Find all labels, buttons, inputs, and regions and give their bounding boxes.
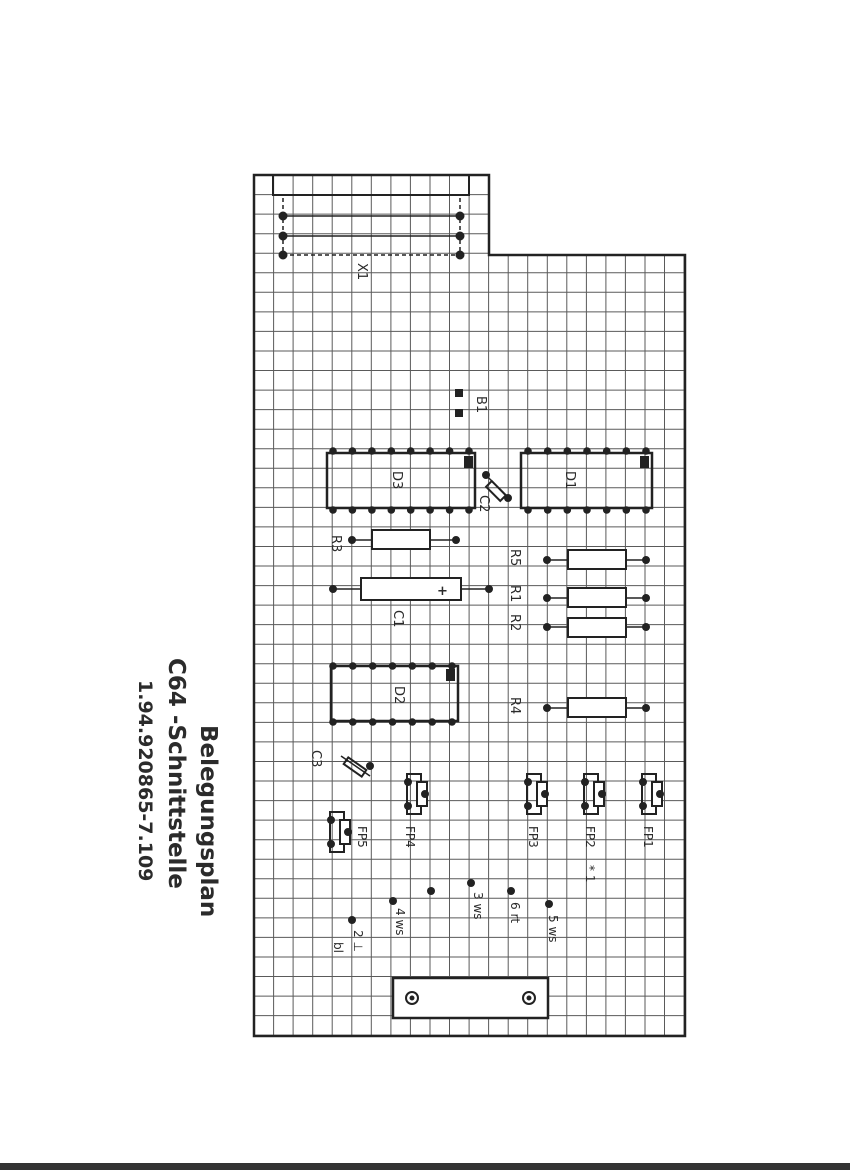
- capacitor-c1: [330, 578, 493, 600]
- ic-pin: [409, 662, 417, 670]
- resistor-r4: [544, 698, 650, 717]
- ic-pin: [544, 447, 552, 455]
- bridge-b1: [455, 389, 463, 417]
- ic-pin: [368, 506, 376, 514]
- label-r1: R1: [507, 585, 522, 603]
- ic-pin: [446, 447, 454, 455]
- label-r4: R4: [507, 697, 522, 715]
- label-fp5: FP5: [355, 826, 369, 848]
- ic-pin: [389, 718, 397, 726]
- label-fp2-marker: * 1: [583, 865, 597, 883]
- label-x1: X1: [354, 263, 369, 281]
- ic-pin: [388, 506, 396, 514]
- trimmers: [328, 774, 664, 852]
- ic-pin: [329, 718, 337, 726]
- ic-pin: [407, 447, 415, 455]
- ic-pin: [349, 662, 357, 670]
- ic-pin: [448, 662, 456, 670]
- ic-pin: [426, 506, 434, 514]
- ic-pin: [329, 506, 337, 514]
- label-wire-3: 3 ws: [471, 892, 485, 920]
- label-wire-2-colour: bl: [331, 942, 345, 953]
- label-b1: B1: [473, 396, 488, 414]
- ic-pin: [428, 718, 436, 726]
- title-line-3: 1.94.920865-7.109: [134, 680, 156, 882]
- ic-pin: [642, 447, 650, 455]
- ic-pin: [642, 506, 650, 514]
- title-line-2: C64 -Schnittstelle: [163, 658, 189, 889]
- label-r5: R5: [507, 549, 522, 567]
- trimmer-fp4: [405, 774, 429, 814]
- capacitor-c3: [341, 756, 374, 777]
- label-d3: D3: [389, 471, 404, 490]
- ic-pin: [524, 447, 532, 455]
- ic-pin: [465, 447, 473, 455]
- ic-pin: [465, 506, 473, 514]
- resistor-r1: [544, 588, 650, 607]
- label-wire-6: 6 rt: [508, 902, 522, 924]
- label-c1-polarity: +: [437, 584, 448, 599]
- label-c2: C2: [476, 495, 491, 513]
- label-wire-4: 4 ws: [393, 908, 407, 936]
- ic-pin: [603, 506, 611, 514]
- ic-pin: [388, 447, 396, 455]
- mounting-bracket: [393, 978, 548, 1018]
- resistor-r2: [544, 618, 650, 637]
- ic-pin: [349, 506, 357, 514]
- ic-pin: [426, 447, 434, 455]
- ic-pin: [524, 506, 532, 514]
- ic-pin: [623, 506, 631, 514]
- ic-pin: [446, 506, 454, 514]
- label-fp2: FP2: [583, 826, 597, 848]
- ic-pin: [389, 662, 397, 670]
- scan-bottom-edge: [0, 1163, 850, 1170]
- label-c3: C3: [308, 750, 323, 768]
- ic-pin: [428, 662, 436, 670]
- ic-pin: [623, 447, 631, 455]
- label-fp3: FP3: [526, 826, 540, 848]
- ic-pin: [409, 718, 417, 726]
- label-wire-2: 2 ⊥: [351, 930, 365, 952]
- ic-pin: [564, 447, 572, 455]
- trimmer-fp2: [582, 774, 606, 814]
- ic-pin: [369, 662, 377, 670]
- label-fp4: FP4: [403, 826, 417, 848]
- ic-pin: [603, 447, 611, 455]
- title-line-1: Belegungsplan: [195, 725, 221, 918]
- ic-pin: [329, 447, 337, 455]
- ic-pin: [329, 662, 337, 670]
- label-d1: D1: [562, 471, 577, 490]
- ic-pin: [564, 506, 572, 514]
- ic-pin: [368, 447, 376, 455]
- label-r3: R3: [328, 535, 343, 553]
- ic-pin: [369, 718, 377, 726]
- label-r2: R2: [507, 614, 522, 632]
- ic-pin: [583, 447, 591, 455]
- ic-pin: [407, 506, 415, 514]
- label-wire-5: 5 ws: [546, 915, 560, 943]
- ic-pin: [448, 718, 456, 726]
- ic-pin: [349, 718, 357, 726]
- label-d2: D2: [391, 686, 406, 705]
- ic-pin: [544, 506, 552, 514]
- label-fp1: FP1: [641, 826, 655, 848]
- ic-pin: [349, 447, 357, 455]
- ic-pin: [583, 506, 591, 514]
- trimmer-fp1: [640, 774, 664, 814]
- label-c1: C1: [390, 610, 405, 628]
- trimmer-fp5: [328, 812, 352, 852]
